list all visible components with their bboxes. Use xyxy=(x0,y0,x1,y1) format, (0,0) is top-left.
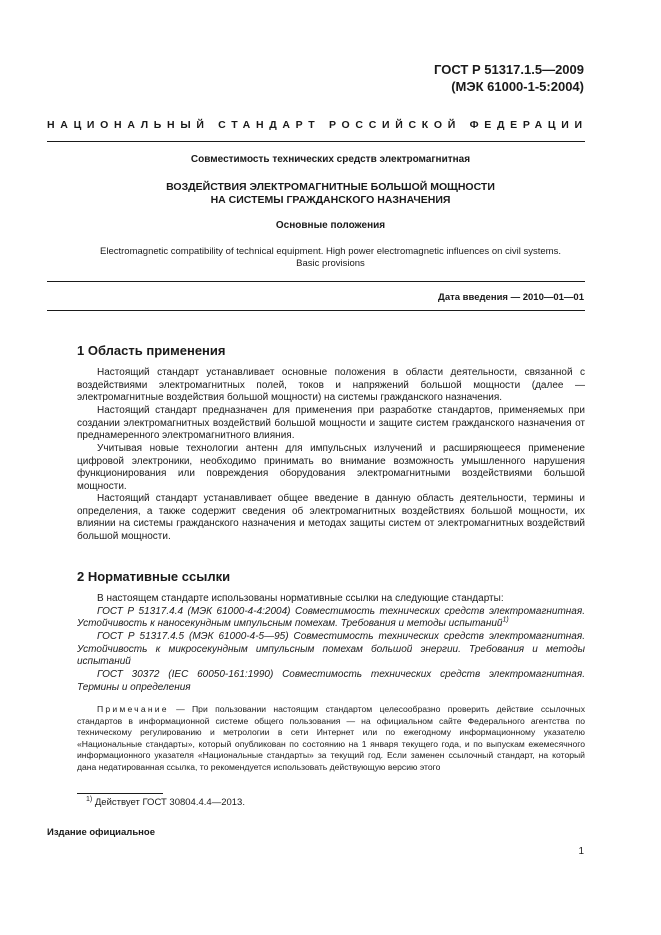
section-1-paragraph-4: Настоящий стандарт устанавливает общее введение в данную область деятельности, термины и определения, а также содержит сведения об электромагнитных воздействиях большой мощности, их влиянии на системы гражданского назначения и методах защиты систем от электромагнитных воздействий большой мощности. xyxy=(77,493,585,542)
note-text: — При пользовании настоящим стандартом целесообразно проверить действие ссылочных стандартов в информационной системе общего пользования — на официальном сайте Федерального агентства по техническому регулированию и метрологии в сети Интернет или по ежегодному информационному указателю «Национальные стандарты», который опубликован по состоянию на 1 января текущего года, и по выпускам ежемесячного информационного указателя «Национальные стандарты» за текущий год. Если заменен ссылочный стандарт, на который дана недатированная ссылка, то рекомендуется использовать действующую версию этого xyxy=(77,704,585,772)
english-title-line-2: Basic provisions xyxy=(296,258,365,269)
top-divider xyxy=(47,141,585,142)
section-1-heading: 1 Область применения xyxy=(77,343,226,358)
reference-1-text: ГОСТ Р 51317.4.4 (МЭК 61000-4-4:2004) Совместимость технических средств электромагнитная. Устойчивость к наносекундным импульсным помехам. Требования и методы испытаний xyxy=(77,605,585,630)
title-line-2: НА СИСТЕМЫ ГРАЖДАНСКОГО НАЗНАЧЕНИЯ xyxy=(210,194,451,206)
section-2-intro: В настоящем стандарте использованы нормативные ссылки на следующие стандарты: xyxy=(97,593,504,604)
iec-code: (МЭК 61000-1-5:2004) xyxy=(451,79,584,94)
date-of-introduction: Дата введения — 2010—01—01 xyxy=(438,292,584,303)
date-divider xyxy=(47,310,585,311)
section-1-paragraph-3: Учитывая новые технологии антенн для импульсных излучений и расширяющееся применение цифровой электроники, необходимо принимать во внимание возможность умышленного нарушения функционирования или повреждения оборудования электромагнитными воздействиями большой мощности. xyxy=(77,443,585,492)
normative-reference-1 xyxy=(77,606,585,631)
footnote-ref-mark: 1) xyxy=(502,616,509,624)
normative-reference-3: ГОСТ 30372 (IEC 60050-161:1990) Совместимость технических средств электромагнитная. Термины и определения xyxy=(77,669,585,693)
standard-title xyxy=(47,181,614,207)
standard-subject: Совместимость технических средств электромагнитная xyxy=(190,154,471,165)
standard-code: ГОСТ Р 51317.1.5—2009 xyxy=(434,62,584,77)
normative-reference-2: ГОСТ Р 51317.4.5 (МЭК 61000-4-5—95) Совместимость технических средств электромагнитная. Устойчивость к микросекундным импульсным помехам большой энергии. Требования и методы испытаний xyxy=(77,631,585,668)
note-label: Примечание xyxy=(97,704,169,714)
footnote-mark: 1) xyxy=(86,795,93,803)
english-title xyxy=(47,246,614,270)
section-2-heading: 2 Нормативные ссылки xyxy=(77,569,231,584)
section-1-paragraph-2: Настоящий стандарт предназначен для применения при разработке стандартов, применяемых при создании электромагнитных воздействий большой мощности и защите систем гражданского назначения от преднамеренного электромагнитного влияния. xyxy=(77,405,585,442)
standard-code-block xyxy=(434,61,584,95)
title-line-1: ВОЗДЕЙСТВИЯ ЭЛЕКТРОМАГНИТНЫЕ БОЛЬШОЙ МОЩНОСТИ xyxy=(166,181,495,193)
title-divider xyxy=(47,281,585,282)
official-edition-label: Издание официальное xyxy=(47,827,155,838)
national-standard-banner: НАЦИОНАЛЬНЫЙ СТАНДАРТ РОССИЙСКОЙ ФЕДЕРАЦИИ xyxy=(47,119,588,131)
section-1-paragraph-1: Настоящий стандарт устанавливает основные положения в области деятельности, связанной с воздействиями электромагнитных полей, токов и напряжений большой мощности (далее — электромагнитные воздействия большой мощности) на системы гражданского назначения. xyxy=(77,367,585,404)
footnote-text: Действует ГОСТ 30804.4.4—2013. xyxy=(92,797,245,808)
footnote-divider xyxy=(77,793,163,794)
footnote xyxy=(77,797,245,808)
page-number: 1 xyxy=(578,846,584,857)
normative-note xyxy=(77,704,585,774)
english-title-line-1: Electromagnetic compatibility of technical equipment. High power electromagnetic influences on civil systems. xyxy=(100,246,561,257)
basic-provisions-label: Основные положения xyxy=(275,220,386,231)
